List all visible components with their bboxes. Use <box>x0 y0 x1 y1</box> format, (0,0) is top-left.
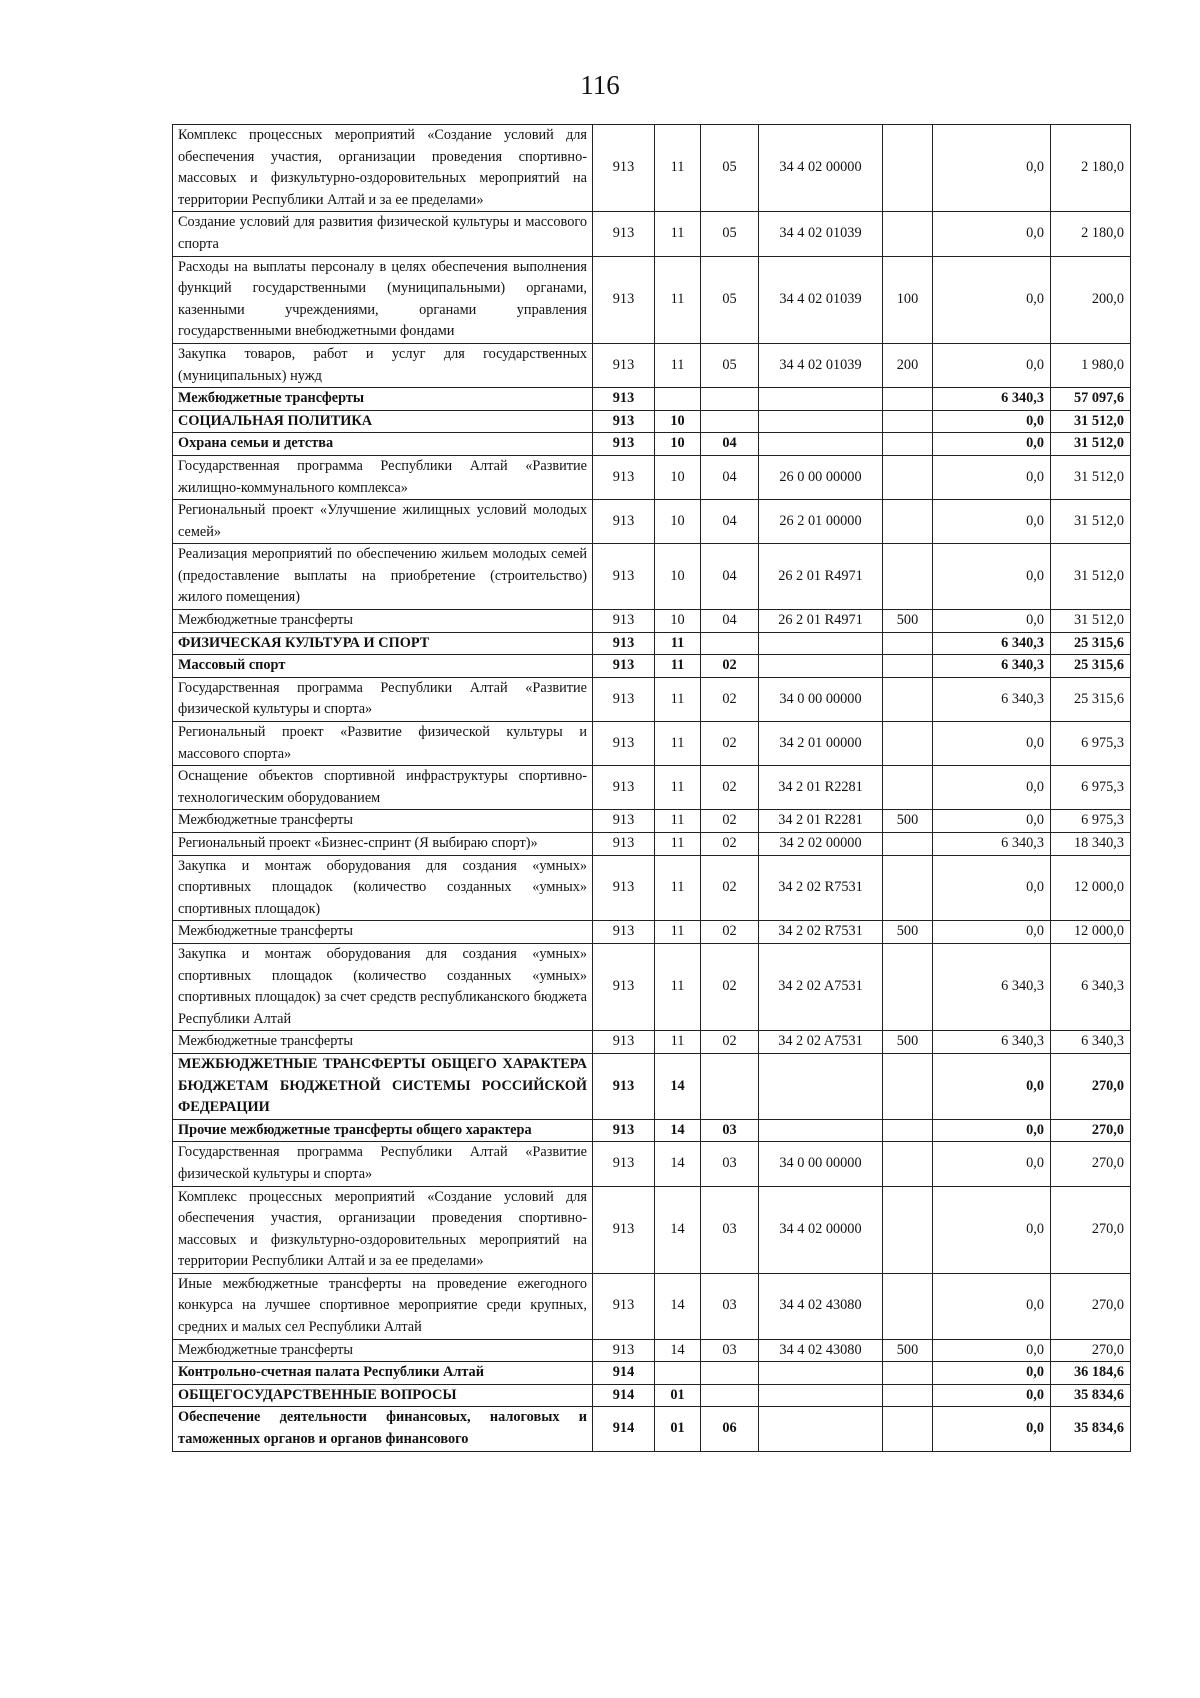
expense-type-code: 500 <box>883 610 933 633</box>
page-number: 116 <box>580 70 620 100</box>
amount-1: 0,0 <box>933 610 1051 633</box>
table-row <box>173 1273 1131 1339</box>
row-name: Прочие межбюджетные трансферты общего характера <box>173 1119 593 1142</box>
expense-type-code <box>883 766 933 810</box>
section-code: 14 <box>655 1053 701 1119</box>
expense-type-code <box>883 410 933 433</box>
table-row <box>173 766 1131 810</box>
amount-2: 18 340,3 <box>1051 833 1131 856</box>
section-code: 11 <box>655 655 701 678</box>
subsection-code: 02 <box>701 810 759 833</box>
expense-type-code <box>883 455 933 499</box>
row-name: СОЦИАЛЬНАЯ ПОЛИТИКА <box>173 410 593 433</box>
target-article-code: 34 0 00 00000 <box>759 1142 883 1186</box>
amount-1: 0,0 <box>933 500 1051 544</box>
table-row <box>173 1186 1131 1273</box>
amount-1: 0,0 <box>933 343 1051 387</box>
subsection-code: 02 <box>701 766 759 810</box>
subsection-code: 02 <box>701 833 759 856</box>
section-code: 11 <box>655 810 701 833</box>
section-code: 11 <box>655 766 701 810</box>
subsection-code: 05 <box>701 212 759 256</box>
section-code: 10 <box>655 544 701 610</box>
section-code: 11 <box>655 833 701 856</box>
ved-code: 913 <box>593 855 655 921</box>
ved-code: 914 <box>593 1407 655 1451</box>
expense-type-code <box>883 1273 933 1339</box>
target-article-code: 34 2 01 R2281 <box>759 810 883 833</box>
table-row <box>173 1339 1131 1362</box>
row-name: МЕЖБЮДЖЕТНЫЕ ТРАНСФЕРТЫ ОБЩЕГО ХАРАКТЕРА БЮДЖЕТАМ БЮДЖЕТНОЙ СИСТЕМЫ РОССИЙСКОЙ ФЕДЕРАЦИИ <box>173 1053 593 1119</box>
row-name: Оснащение объектов спортивной инфраструктуры спортивно-технологическим оборудованием <box>173 766 593 810</box>
target-article-code <box>759 388 883 411</box>
expense-type-code <box>883 1384 933 1407</box>
table-row <box>173 1142 1131 1186</box>
expense-type-code <box>883 388 933 411</box>
section-code: 01 <box>655 1384 701 1407</box>
amount-2: 6 975,3 <box>1051 810 1131 833</box>
subsection-code <box>701 1362 759 1385</box>
ved-code: 913 <box>593 1119 655 1142</box>
table-row <box>173 1384 1131 1407</box>
expense-type-code <box>883 655 933 678</box>
expense-type-code <box>883 433 933 456</box>
subsection-code: 04 <box>701 455 759 499</box>
target-article-code: 34 4 02 00000 <box>759 125 883 212</box>
row-name: Закупка товаров, работ и услуг для государственных (муниципальных) нужд <box>173 343 593 387</box>
section-code: 10 <box>655 500 701 544</box>
amount-1: 0,0 <box>933 1384 1051 1407</box>
section-code: 11 <box>655 855 701 921</box>
subsection-code <box>701 632 759 655</box>
table-row <box>173 1407 1131 1451</box>
table-row <box>173 632 1131 655</box>
table-row <box>173 388 1131 411</box>
table-row <box>173 125 1131 212</box>
subsection-code: 04 <box>701 544 759 610</box>
expense-type-code <box>883 1119 933 1142</box>
amount-2: 2 180,0 <box>1051 125 1131 212</box>
amount-1: 6 340,3 <box>933 1031 1051 1054</box>
amount-2: 35 834,6 <box>1051 1407 1131 1451</box>
ved-code: 913 <box>593 388 655 411</box>
target-article-code: 34 2 01 00000 <box>759 722 883 766</box>
ved-code: 913 <box>593 212 655 256</box>
row-name: Обеспечение деятельности финансовых, налоговых и таможенных органов и органов финансового <box>173 1407 593 1451</box>
row-name: Создание условий для развития физической культуры и массового спорта <box>173 212 593 256</box>
target-article-code: 34 2 02 00000 <box>759 833 883 856</box>
subsection-code: 04 <box>701 500 759 544</box>
row-name: Комплекс процессных мероприятий «Создание условий для обеспечения участия, организации проведения спортивно-массовых и физкультурно-оздоровительных мероприятий на территории Республики Алтай и за ее пределами» <box>173 1186 593 1273</box>
target-article-code: 26 2 01 00000 <box>759 500 883 544</box>
row-name: Комплекс процессных мероприятий «Создание условий для обеспечения участия, организации проведения спортивно-массовых и физкультурно-оздоровительных мероприятий на территории Республики Алтай и за ее пределами» <box>173 125 593 212</box>
subsection-code: 02 <box>701 1031 759 1054</box>
table-row <box>173 722 1131 766</box>
row-name: Массовый спорт <box>173 655 593 678</box>
table-row <box>173 1053 1131 1119</box>
amount-1: 0,0 <box>933 455 1051 499</box>
row-name: Закупка и монтаж оборудования для создания «умных» спортивных площадок (количество созданных «умных» спортивных площадок) <box>173 855 593 921</box>
amount-2: 25 315,6 <box>1051 655 1131 678</box>
amount-2: 270,0 <box>1051 1053 1131 1119</box>
target-article-code <box>759 433 883 456</box>
target-article-code <box>759 1407 883 1451</box>
amount-2: 6 340,3 <box>1051 1031 1131 1054</box>
target-article-code <box>759 1362 883 1385</box>
subsection-code: 03 <box>701 1186 759 1273</box>
target-article-code: 34 4 02 00000 <box>759 1186 883 1273</box>
section-code: 11 <box>655 125 701 212</box>
row-name: Межбюджетные трансферты <box>173 388 593 411</box>
ved-code: 913 <box>593 1142 655 1186</box>
section-code: 14 <box>655 1339 701 1362</box>
row-name: Межбюджетные трансферты <box>173 610 593 633</box>
ved-code: 913 <box>593 833 655 856</box>
table-body <box>173 125 1131 1452</box>
target-article-code: 26 2 01 R4971 <box>759 544 883 610</box>
subsection-code: 02 <box>701 722 759 766</box>
target-article-code: 34 4 02 43080 <box>759 1273 883 1339</box>
ved-code: 913 <box>593 455 655 499</box>
ved-code: 914 <box>593 1384 655 1407</box>
subsection-code: 03 <box>701 1273 759 1339</box>
section-code: 11 <box>655 921 701 944</box>
expense-type-code: 500 <box>883 1031 933 1054</box>
section-code <box>655 1362 701 1385</box>
amount-2: 31 512,0 <box>1051 500 1131 544</box>
section-code: 11 <box>655 632 701 655</box>
amount-2: 1 980,0 <box>1051 343 1131 387</box>
amount-1: 6 340,3 <box>933 677 1051 721</box>
section-code: 11 <box>655 212 701 256</box>
table-row <box>173 943 1131 1030</box>
amount-1: 0,0 <box>933 544 1051 610</box>
section-code: 01 <box>655 1407 701 1451</box>
target-article-code: 34 2 02 R7531 <box>759 921 883 944</box>
target-article-code: 34 4 02 43080 <box>759 1339 883 1362</box>
subsection-code: 03 <box>701 1119 759 1142</box>
expense-type-code <box>883 677 933 721</box>
amount-2: 31 512,0 <box>1051 544 1131 610</box>
target-article-code <box>759 655 883 678</box>
target-article-code: 34 2 01 R2281 <box>759 766 883 810</box>
amount-1: 0,0 <box>933 1339 1051 1362</box>
target-article-code <box>759 1384 883 1407</box>
amount-2: 270,0 <box>1051 1142 1131 1186</box>
ved-code: 913 <box>593 610 655 633</box>
amount-1: 0,0 <box>933 1273 1051 1339</box>
expense-type-code <box>883 1407 933 1451</box>
amount-1: 0,0 <box>933 722 1051 766</box>
row-name: Закупка и монтаж оборудования для создания «умных» спортивных площадок (количество созданных «умных» спортивных площадок) за счет средств республиканского бюджета Республики Алтай <box>173 943 593 1030</box>
subsection-code: 02 <box>701 943 759 1030</box>
subsection-code: 03 <box>701 1142 759 1186</box>
amount-2: 25 315,6 <box>1051 632 1131 655</box>
subsection-code: 02 <box>701 855 759 921</box>
subsection-code: 04 <box>701 610 759 633</box>
expense-type-code <box>883 1362 933 1385</box>
amount-1: 0,0 <box>933 810 1051 833</box>
amount-2: 6 340,3 <box>1051 943 1131 1030</box>
row-name: Иные межбюджетные трансферты на проведение ежегодного конкурса на лучшее спортивное мероприятие среди крупных, средних и малых сел Республики Алтай <box>173 1273 593 1339</box>
amount-2: 31 512,0 <box>1051 433 1131 456</box>
ved-code: 913 <box>593 921 655 944</box>
expense-type-code: 100 <box>883 256 933 343</box>
ved-code: 913 <box>593 1053 655 1119</box>
amount-2: 31 512,0 <box>1051 610 1131 633</box>
amount-2: 57 097,6 <box>1051 388 1131 411</box>
expense-type-code: 500 <box>883 1339 933 1362</box>
target-article-code <box>759 632 883 655</box>
table-row <box>173 500 1131 544</box>
amount-1: 0,0 <box>933 1186 1051 1273</box>
table-row <box>173 343 1131 387</box>
section-code: 11 <box>655 343 701 387</box>
table-row <box>173 610 1131 633</box>
ved-code: 913 <box>593 410 655 433</box>
amount-2: 6 975,3 <box>1051 722 1131 766</box>
ved-code: 913 <box>593 343 655 387</box>
ved-code: 913 <box>593 125 655 212</box>
amount-2: 270,0 <box>1051 1339 1131 1362</box>
ved-code: 913 <box>593 943 655 1030</box>
ved-code: 913 <box>593 677 655 721</box>
ved-code: 913 <box>593 722 655 766</box>
expense-type-code <box>883 212 933 256</box>
subsection-code: 05 <box>701 125 759 212</box>
section-code: 11 <box>655 1031 701 1054</box>
amount-2: 12 000,0 <box>1051 921 1131 944</box>
ved-code: 913 <box>593 632 655 655</box>
expense-type-code <box>883 544 933 610</box>
row-name: Реализация мероприятий по обеспечению жильем молодых семей (предоставление выплаты на приобретение (строительство) жилого помещения) <box>173 544 593 610</box>
section-code: 14 <box>655 1186 701 1273</box>
target-article-code: 34 4 02 01039 <box>759 256 883 343</box>
amount-2: 2 180,0 <box>1051 212 1131 256</box>
row-name: Контрольно-счетная палата Республики Алтай <box>173 1362 593 1385</box>
row-name: Региональный проект «Улучшение жилищных условий молодых семей» <box>173 500 593 544</box>
row-name: Межбюджетные трансферты <box>173 810 593 833</box>
expense-type-code <box>883 632 933 655</box>
ved-code: 914 <box>593 1362 655 1385</box>
ved-code: 913 <box>593 544 655 610</box>
amount-2: 12 000,0 <box>1051 855 1131 921</box>
amount-2: 270,0 <box>1051 1273 1131 1339</box>
section-code: 10 <box>655 410 701 433</box>
target-article-code <box>759 1119 883 1142</box>
target-article-code: 34 2 02 A7531 <box>759 943 883 1030</box>
amount-1: 0,0 <box>933 1362 1051 1385</box>
subsection-code <box>701 410 759 433</box>
row-name: Государственная программа Республики Алтай «Развитие физической культуры и спорта» <box>173 1142 593 1186</box>
subsection-code: 03 <box>701 1339 759 1362</box>
table-row <box>173 677 1131 721</box>
subsection-code: 05 <box>701 343 759 387</box>
expense-type-code <box>883 1186 933 1273</box>
amount-2: 31 512,0 <box>1051 455 1131 499</box>
table-row <box>173 921 1131 944</box>
table-row <box>173 212 1131 256</box>
row-name: Межбюджетные трансферты <box>173 1031 593 1054</box>
expense-type-code <box>883 943 933 1030</box>
amount-1: 0,0 <box>933 1119 1051 1142</box>
expense-type-code <box>883 125 933 212</box>
row-name: Охрана семьи и детства <box>173 433 593 456</box>
target-article-code <box>759 1053 883 1119</box>
amount-2: 270,0 <box>1051 1119 1131 1142</box>
ved-code: 913 <box>593 655 655 678</box>
amount-1: 0,0 <box>933 1407 1051 1451</box>
amount-1: 0,0 <box>933 921 1051 944</box>
target-article-code: 26 0 00 00000 <box>759 455 883 499</box>
target-article-code <box>759 410 883 433</box>
subsection-code: 05 <box>701 256 759 343</box>
table-row <box>173 410 1131 433</box>
section-code: 14 <box>655 1119 701 1142</box>
table-row <box>173 655 1131 678</box>
ved-code: 913 <box>593 1031 655 1054</box>
budget-table <box>172 124 1131 1452</box>
table-row <box>173 1362 1131 1385</box>
target-article-code: 34 0 00 00000 <box>759 677 883 721</box>
section-code: 10 <box>655 455 701 499</box>
table-row <box>173 1119 1131 1142</box>
amount-2: 270,0 <box>1051 1186 1131 1273</box>
row-name: Расходы на выплаты персоналу в целях обеспечения выполнения функций государственными (муниципальными) органами, казенными учреждениями, органами управления государственными внебюджетными фондами <box>173 256 593 343</box>
subsection-code: 06 <box>701 1407 759 1451</box>
row-name: ФИЗИЧЕСКАЯ КУЛЬТУРА И СПОРТ <box>173 632 593 655</box>
amount-1: 6 340,3 <box>933 833 1051 856</box>
amount-1: 0,0 <box>933 1142 1051 1186</box>
table-row <box>173 433 1131 456</box>
subsection-code: 04 <box>701 433 759 456</box>
table-row <box>173 855 1131 921</box>
expense-type-code <box>883 1142 933 1186</box>
amount-2: 31 512,0 <box>1051 410 1131 433</box>
section-code: 11 <box>655 677 701 721</box>
table-row <box>173 544 1131 610</box>
amount-1: 0,0 <box>933 855 1051 921</box>
target-article-code: 34 2 02 R7531 <box>759 855 883 921</box>
ved-code: 913 <box>593 433 655 456</box>
amount-1: 0,0 <box>933 766 1051 810</box>
amount-2: 25 315,6 <box>1051 677 1131 721</box>
amount-1: 0,0 <box>933 1053 1051 1119</box>
row-name: ОБЩЕГОСУДАРСТВЕННЫЕ ВОПРОСЫ <box>173 1384 593 1407</box>
amount-1: 6 340,3 <box>933 632 1051 655</box>
subsection-code <box>701 1384 759 1407</box>
row-name: Государственная программа Республики Алтай «Развитие физической культуры и спорта» <box>173 677 593 721</box>
section-code: 11 <box>655 256 701 343</box>
amount-1: 6 340,3 <box>933 655 1051 678</box>
table-row <box>173 1031 1131 1054</box>
amount-1: 6 340,3 <box>933 943 1051 1030</box>
amount-2: 6 975,3 <box>1051 766 1131 810</box>
ved-code: 913 <box>593 256 655 343</box>
section-code: 14 <box>655 1142 701 1186</box>
section-code <box>655 388 701 411</box>
table-row <box>173 256 1131 343</box>
row-name: Государственная программа Республики Алтай «Развитие жилищно-коммунального комплекса» <box>173 455 593 499</box>
expense-type-code <box>883 722 933 766</box>
subsection-code: 02 <box>701 677 759 721</box>
expense-type-code: 500 <box>883 810 933 833</box>
table-row <box>173 833 1131 856</box>
amount-1: 0,0 <box>933 125 1051 212</box>
ved-code: 913 <box>593 1186 655 1273</box>
expense-type-code: 200 <box>883 343 933 387</box>
table-row <box>173 455 1131 499</box>
amount-1: 0,0 <box>933 410 1051 433</box>
subsection-code: 02 <box>701 655 759 678</box>
section-code: 10 <box>655 433 701 456</box>
amount-1: 0,0 <box>933 433 1051 456</box>
section-code: 11 <box>655 722 701 766</box>
amount-1: 0,0 <box>933 256 1051 343</box>
expense-type-code <box>883 500 933 544</box>
ved-code: 913 <box>593 500 655 544</box>
row-name: Региональный проект «Развитие физической культуры и массового спорта» <box>173 722 593 766</box>
row-name: Межбюджетные трансферты <box>173 921 593 944</box>
subsection-code <box>701 1053 759 1119</box>
ved-code: 913 <box>593 810 655 833</box>
expense-type-code <box>883 833 933 856</box>
amount-2: 200,0 <box>1051 256 1131 343</box>
ved-code: 913 <box>593 1339 655 1362</box>
expense-type-code <box>883 855 933 921</box>
expense-type-code <box>883 1053 933 1119</box>
amount-1: 6 340,3 <box>933 388 1051 411</box>
expense-type-code: 500 <box>883 921 933 944</box>
target-article-code: 26 2 01 R4971 <box>759 610 883 633</box>
target-article-code: 34 4 02 01039 <box>759 343 883 387</box>
amount-1: 0,0 <box>933 212 1051 256</box>
section-code: 10 <box>655 610 701 633</box>
target-article-code: 34 2 02 A7531 <box>759 1031 883 1054</box>
section-code: 14 <box>655 1273 701 1339</box>
row-name: Региональный проект «Бизнес-спринт (Я выбираю спорт)» <box>173 833 593 856</box>
section-code: 11 <box>655 943 701 1030</box>
ved-code: 913 <box>593 1273 655 1339</box>
row-name: Межбюджетные трансферты <box>173 1339 593 1362</box>
amount-2: 36 184,6 <box>1051 1362 1131 1385</box>
ved-code: 913 <box>593 766 655 810</box>
target-article-code: 34 4 02 01039 <box>759 212 883 256</box>
table-row <box>173 810 1131 833</box>
subsection-code: 02 <box>701 921 759 944</box>
amount-2: 35 834,6 <box>1051 1384 1131 1407</box>
subsection-code <box>701 388 759 411</box>
